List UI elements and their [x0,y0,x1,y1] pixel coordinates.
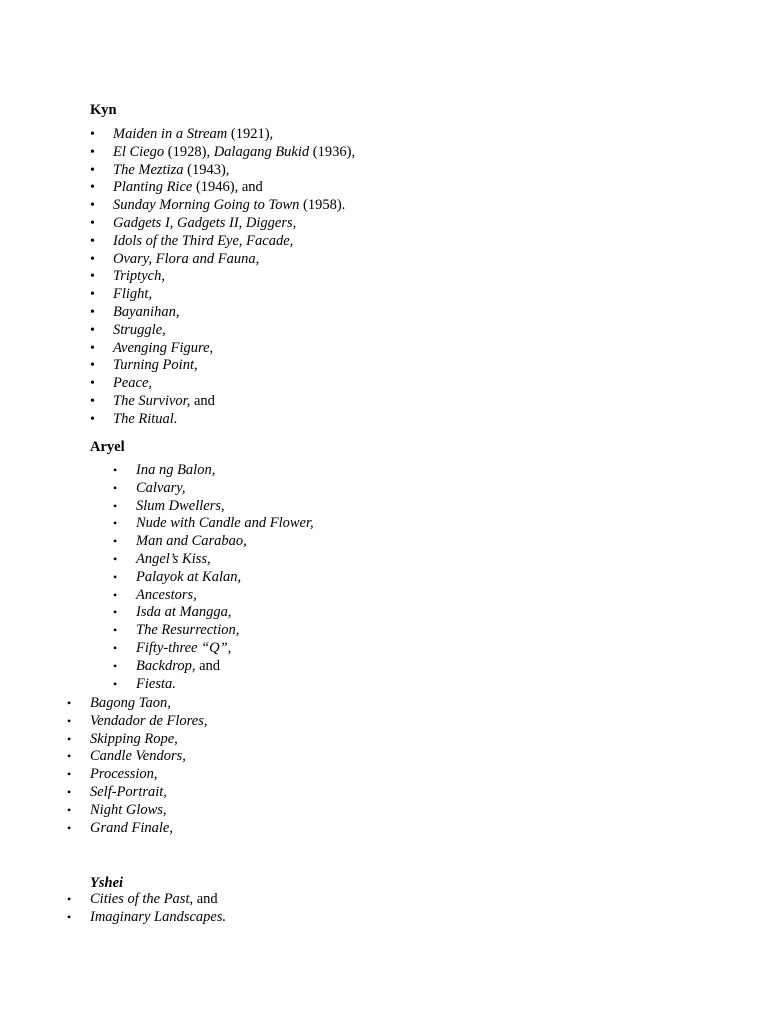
list-item [67,819,207,838]
artwork-detail: and [190,392,215,409]
artwork-title: Candle Vendors, [90,748,186,765]
artwork-title: Fiesta. [136,675,176,692]
bullet-icon: • [90,233,95,249]
list-item [67,695,207,713]
bullet-icon: • [113,534,118,549]
bullet-icon: • [113,605,118,620]
artwork-title: Struggle, [113,321,166,338]
artwork-title: Grand Finale, [90,819,173,836]
artwork-detail: and [195,657,221,674]
list-item [67,783,207,802]
artwork-title: Ina ng Balon, [136,462,216,478]
artwork-title: El Ciego [113,143,165,160]
list-item [113,639,314,658]
artwork-detail: (1921), [227,126,274,142]
list-item [90,357,355,375]
artwork-title: Skipping Rope, [90,730,178,747]
bullet-icon: • [113,498,118,513]
list-item [67,766,207,784]
list-item [90,268,355,286]
artwork-title: Triptych, [113,268,165,285]
list-item [90,214,355,233]
list-item [90,250,355,269]
artwork-title: Palayok at Kalan, [136,568,242,585]
artwork-list-yshei [67,891,227,927]
artwork-title: Nude with Candle and Flower, [136,515,314,532]
artwork-detail: and [193,891,218,907]
bullet-icon: • [90,198,95,214]
bullet-icon: • [90,180,95,196]
list-item [113,657,314,676]
bullet-icon: • [67,749,72,764]
list-item [113,675,314,694]
list-item [90,197,355,215]
list-item [90,410,355,429]
bullet-icon: • [90,287,95,303]
bullet-icon: • [67,713,72,728]
bullet-icon: • [113,640,118,655]
artwork-title: The Survivor, [113,392,191,409]
section-heading-yshei: Yshei [90,875,124,891]
bullet-icon: • [67,892,72,906]
bullet-icon: • [113,623,118,638]
artwork-title: Vendador de Flores, [90,712,208,729]
bullet-icon: • [67,820,72,835]
bullet-icon: • [90,322,95,338]
artwork-title: Procession, [90,766,158,783]
bullet-icon: • [90,127,95,142]
list-item [67,748,207,766]
artwork-detail: (1943), [183,161,230,178]
list-item [113,568,314,587]
bullet-icon: • [67,784,72,799]
list-item [113,550,314,569]
artwork-detail: (1958). [299,197,346,214]
list-item [90,161,355,180]
list-item [113,479,314,498]
list-item [67,908,227,927]
list-item [113,604,314,622]
artwork-title: The Resurrection, [136,622,240,639]
bullet-icon: • [67,767,72,782]
list-item [90,126,355,144]
artwork-detail: (1946), and [192,179,263,196]
list-item [90,286,355,304]
bullet-icon: • [113,516,118,531]
list-item [113,515,314,533]
artwork-title: Calvary, [136,479,186,496]
artwork-title: Turning Point, [113,357,198,374]
list-item [90,179,355,197]
list-item [113,497,314,516]
bullet-icon: • [67,696,72,710]
list-item [67,891,226,909]
artwork-title: Ancestors, [136,586,197,603]
artwork-list-misc [67,695,208,837]
bullet-icon: • [113,676,118,691]
artwork-title: Slum Dwellers, [136,497,225,514]
bullet-icon: • [90,393,95,409]
list-item [67,712,208,731]
bullet-icon: • [90,251,95,267]
list-item [113,462,314,480]
list-item [90,143,356,162]
artwork-title: Man and Carabao, [136,533,247,550]
bullet-icon: • [67,731,72,746]
artwork-title: Fifty-three “Q”, [136,639,232,656]
bullet-icon: • [90,340,95,356]
bullet-icon: • [90,304,95,320]
bullet-icon: • [113,587,118,602]
artwork-title: Self-Portrait, [90,783,167,800]
artwork-title: Bayanihan, [113,303,180,320]
bullet-icon: • [67,802,72,817]
list-item [67,801,207,820]
list-item [90,303,355,322]
artwork-title: Avenging Figure, [113,339,214,356]
bullet-icon: • [90,376,95,392]
artwork-title: Bagong Taon, [90,695,171,711]
artwork-detail: (1928), [164,143,214,160]
artwork-title: Idols of the Third Eye, Facade, [113,232,294,249]
list-item [90,321,355,340]
artwork-list-kyn [90,126,356,429]
artwork-detail: (1936), [309,143,356,160]
bullet-icon: • [113,658,118,673]
artwork-list-aryel [113,462,314,693]
list-item [113,533,314,551]
bullet-icon: • [90,144,95,160]
artwork-title: Gadgets I, Gadgets II, Diggers, [113,214,297,231]
list-item [90,375,355,393]
bullet-icon: • [90,411,95,427]
artwork-title: The Ritual. [113,410,178,427]
bullet-icon: • [113,551,118,566]
artwork-title: Night Glows, [90,801,167,818]
artwork-title: The Meztiza [113,161,184,178]
bullet-icon: • [113,480,118,495]
section-heading-aryel: Aryel [90,439,125,455]
list-item [90,339,355,358]
artwork-title: Angel’s Kiss, [136,550,211,567]
artwork-title: Sunday Morning Going to Town [113,197,300,214]
artwork-title: Planting Rice [113,179,193,196]
list-item [113,622,314,640]
bullet-icon: • [90,269,95,285]
bullet-icon: • [67,909,72,924]
section-heading-kyn: Kyn [90,102,117,118]
bullet-icon: • [113,569,118,584]
artwork-title: Maiden in a Stream [113,126,228,142]
artwork-title: Peace, [113,375,153,392]
artwork-title: Imaginary Landscapes. [90,908,227,925]
artwork-title: Flight, [113,286,153,303]
list-item [90,232,355,251]
list-item [90,392,355,411]
artwork-title: Dalagang Bukid [213,143,310,160]
bullet-icon: • [90,215,95,231]
bullet-icon: • [90,358,95,374]
artwork-title: Isda at Mangga, [136,604,232,621]
artwork-title: Cities of the Past, [90,891,194,907]
list-item [67,730,207,749]
bullet-icon: • [113,463,118,477]
artwork-title: Backdrop, [136,657,196,674]
bullet-icon: • [90,162,95,178]
list-item [113,586,314,605]
artwork-title: Ovary, Flora and Fauna, [113,250,260,267]
